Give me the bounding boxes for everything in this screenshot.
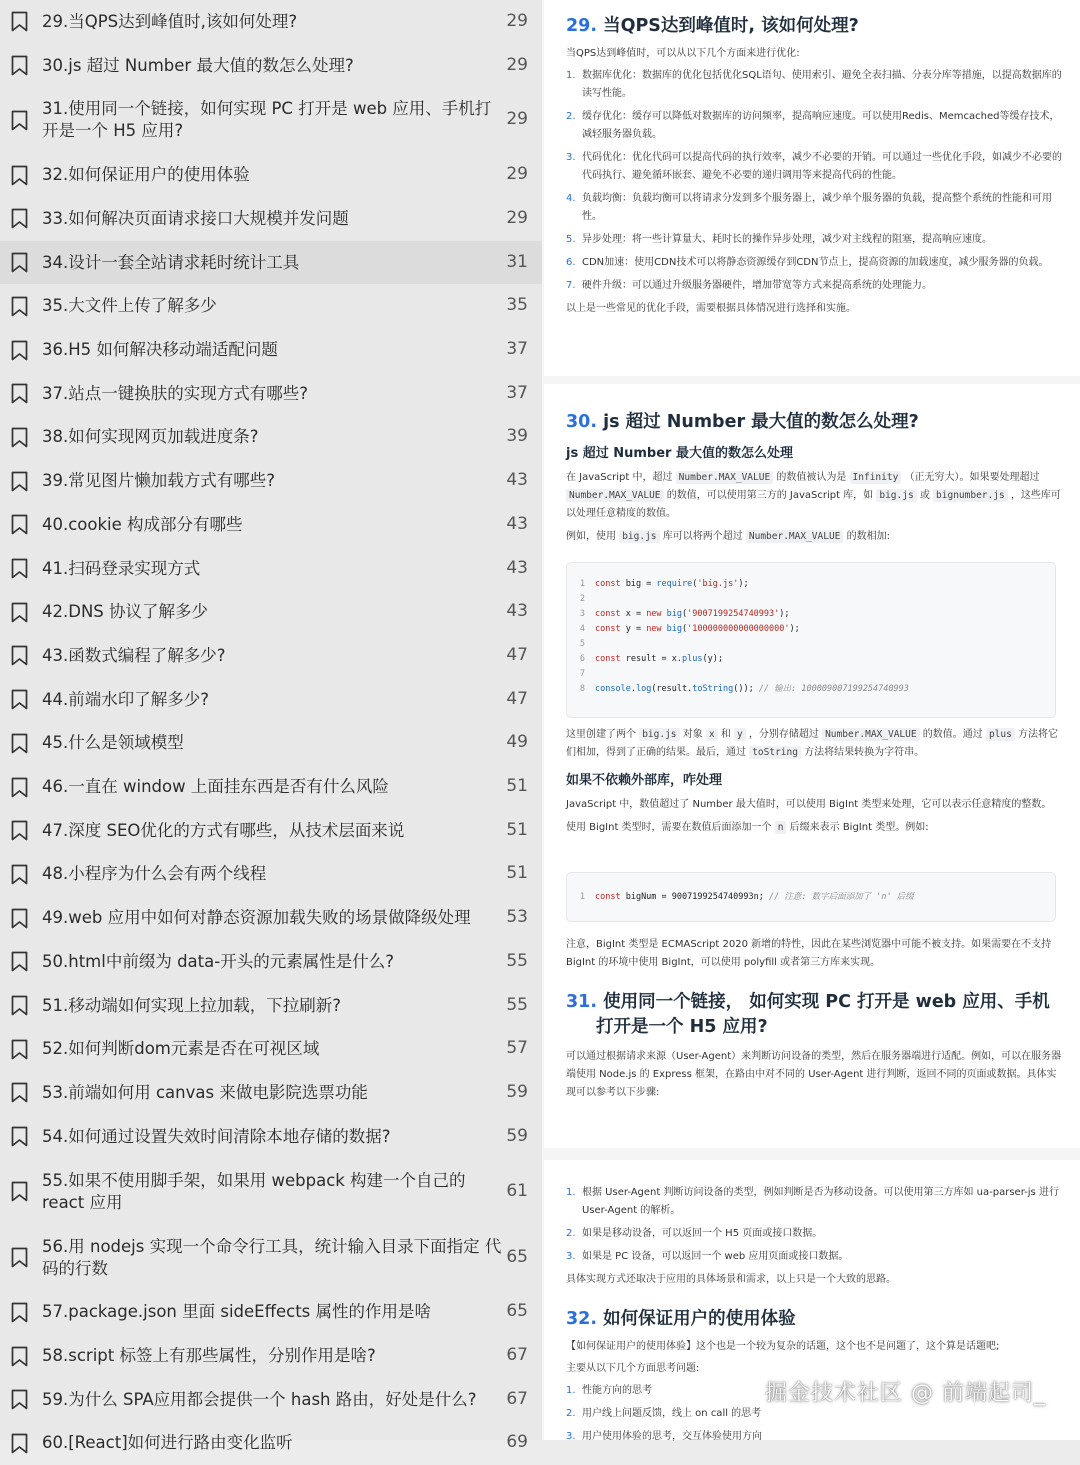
- paragraph: 以上是一些常见的优化手段，需要根据具体情况进行选择和实施。: [566, 303, 856, 314]
- code-token: toString: [692, 684, 734, 694]
- toc-item-title: 46.一直在 window 上面挂东西是否有什么风险: [42, 777, 389, 797]
- toc-item-page: 29: [506, 10, 528, 31]
- list-item-text: 负载均衡：负载均衡可以将请求分发到多个服务器上，减少单个服务器的负载，提高整个系统的性能和可用性。: [582, 193, 1052, 222]
- toc-item-title: 52.如何判断dom元素是否在可视区域: [42, 1039, 320, 1059]
- bookmark-icon[interactable]: [11, 558, 28, 579]
- bookmark-icon[interactable]: [11, 820, 28, 841]
- toc-item-page: 55: [506, 994, 528, 1015]
- toc-item-title: 57.package.json 里面 sideEffects 属性的作用是啥: [42, 1302, 431, 1322]
- inline-code: n: [775, 821, 787, 834]
- list-item-text: 硬件升级：可以通过升级服务器硬件，增加带宽等方式来提高系统的处理能力。: [582, 280, 932, 291]
- toc-item-page: 47: [506, 644, 528, 665]
- list-item-text: 性能方向的思考: [582, 1385, 652, 1396]
- subheading: js 超过 Number 最大值的数怎么处理: [566, 446, 793, 461]
- bookmark-icon[interactable]: [11, 1082, 28, 1103]
- code-token: ());: [733, 684, 759, 694]
- toc-item-title: 53.前端如何用 canvas 来做电影院选票功能: [42, 1082, 368, 1102]
- toc-item-page: 55: [506, 950, 528, 971]
- list-item-text: 异步处理：将一些计算量大、耗时长的操作异步处理，减少对主线程的阻塞，提高响应速度。: [582, 234, 992, 245]
- bookmark-icon[interactable]: [11, 208, 28, 229]
- section-number: 31.: [566, 992, 598, 1012]
- list-item: [566, 149, 1066, 185]
- toc-item-page: 51: [506, 776, 528, 797]
- toc-item-title: 42.DNS 协议了解多少: [42, 602, 209, 622]
- toc-item[interactable]: [0, 853, 542, 897]
- toc-item[interactable]: [0, 1027, 542, 1071]
- list-item: [566, 190, 1066, 226]
- toc-item-page: 65: [506, 1246, 528, 1267]
- toc-item-page: 59: [506, 1081, 528, 1102]
- code-token: );: [789, 624, 800, 634]
- section-number: 30.: [566, 412, 598, 432]
- code-token: // 注意: 数字后面添加了 'n' 后缀: [769, 892, 914, 902]
- bookmark-icon[interactable]: [11, 110, 28, 131]
- paragraph: 在 JavaScript 中，超过 Number.MAX_VALUE 的数值被认为是 Infinity （正无穷大）。如果要处理超过 Number.MAX_VALUE 的数值，可以使用第三方的 JavaScript 库，如 big.js 或 bignumber.js ，这些库可以处理任意精度的数值。: [566, 472, 1061, 519]
- toc-item-title: 47.深度 SEO优化的方式有哪些，从技术层面来说: [42, 820, 405, 840]
- inline-code: big.js: [876, 489, 916, 502]
- paragraph: 注意，BigInt 类型是 ECMAScript 2020 新增的特性，因此在某些浏览器中可能不被支持。如果需要在不支持 BigInt 的环境中使用 BigInt，可以使用 polyfill 或者第三方库来实现。: [566, 939, 1052, 968]
- section-number: 29.: [566, 16, 598, 36]
- paragraph: 主要从以下几个方面思考问题:: [566, 1363, 700, 1374]
- bookmark-icon[interactable]: [11, 1302, 28, 1323]
- list-item-number: 3.: [566, 1251, 576, 1262]
- list-item: [566, 231, 1066, 249]
- toc-item-page: 43: [506, 557, 528, 578]
- bookmark-icon[interactable]: [11, 55, 28, 76]
- toc-item[interactable]: [0, 44, 542, 88]
- list-item-number: 6.: [566, 257, 576, 268]
- bookmark-icon[interactable]: [11, 602, 28, 623]
- toc-item-title: 51.移动端如何实现上拉加载，下拉刷新?: [42, 995, 341, 1015]
- code-token: big: [666, 624, 683, 634]
- toc-item-page: 29: [506, 207, 528, 228]
- list-item-text: 根据 User-Agent 判断访问设备的类型，例如判断是否为移动设备。可以使用第三方库如 ua-parser-js 进行 User-Agent 的解析。: [582, 1187, 1059, 1216]
- toc-item[interactable]: [0, 241, 542, 285]
- list-item: [566, 108, 1066, 144]
- section-number: 32.: [566, 1309, 598, 1329]
- bookmark-icon[interactable]: [11, 908, 28, 929]
- list-item: [566, 1248, 1066, 1266]
- bookmark-icon[interactable]: [11, 1247, 28, 1268]
- code-token: (result.: [651, 684, 693, 694]
- code-token: plus: [682, 654, 703, 664]
- list-item-text: 代码优化：优化代码可以提高代码的执行效率，减少不必要的开销。可以通过一些优化手段，如减少不必要的代码执行、避免循环嵌套、避免不必要的递归调用等来提高代码的性能。: [582, 152, 1062, 181]
- toc-item[interactable]: [0, 0, 542, 44]
- list-item: [566, 67, 1066, 103]
- toc-item[interactable]: [0, 590, 542, 634]
- bookmark-icon[interactable]: [11, 864, 28, 885]
- toc-item-page: 51: [506, 819, 528, 840]
- inline-code: plus: [986, 728, 1015, 741]
- inline-code: bignumber.js: [933, 489, 1008, 502]
- list-item: [566, 1405, 1066, 1423]
- toc-item-title: 33.如何解决页面请求接口大规模并发问题: [42, 208, 349, 228]
- inline-code: Number.MAX_VALUE: [822, 728, 920, 741]
- bookmark-icon[interactable]: [11, 1346, 28, 1367]
- list-item-number: 3.: [566, 1431, 576, 1442]
- code-token: const: [595, 579, 621, 589]
- paragraph: 【如何保证用户的使用体验】这个也是一个较为复杂的话题，这个也不是问题了，这个算是话题吧;: [566, 1341, 1000, 1352]
- line-number: 1: [579, 892, 585, 902]
- bookmark-icon[interactable]: [11, 340, 28, 361]
- list-item-text: CDN加速：使用CDN技术可以将静态资源缓存到CDN节点上，提高资源的加载速度，减少服务器的负载。: [582, 257, 1049, 268]
- code-token: new: [646, 624, 662, 634]
- paragraph: 具体实现方式还取决于应用的具体场景和需求，以上只是一个大致的思路。: [566, 1274, 896, 1285]
- toc-item[interactable]: [0, 153, 542, 197]
- list-item: [566, 277, 1066, 295]
- ordered-list: [566, 1184, 1066, 1266]
- code-line: [567, 622, 1055, 637]
- inline-code: toString: [749, 746, 801, 759]
- toc-item-title: 40.cookie 构成部分有哪些: [42, 514, 243, 534]
- code-token: (y);: [702, 654, 723, 664]
- toc-item-page: 65: [506, 1301, 528, 1322]
- bookmark-icon[interactable]: [11, 1126, 28, 1147]
- toc-item-title: 38.如何实现网页加载进度条?: [42, 427, 259, 447]
- paragraph: 例如，使用 big.js 库可以将两个超过 Number.MAX_VALUE 的数相加:: [566, 531, 890, 542]
- list-item: [566, 254, 1066, 272]
- toc-item[interactable]: [0, 197, 542, 241]
- bookmark-icon[interactable]: [11, 1039, 28, 1060]
- line-number: 1: [579, 579, 585, 589]
- paragraph: 可以通过根据请求来源（User-Agent）来判断访问设备的类型，然后在服务器端进行适配。例如，可以在服务器端使用 Node.js 的 Express 框架，在路由中对不同的 User-Agent 进行判断，返回不同的页面或数据。具体实现可以参考以下步骤:: [566, 1051, 1062, 1098]
- toc-item-title: 49.web 应用中如何对静态资源加载失败的场景做降级处理: [42, 908, 471, 928]
- toc-item-page: 37: [506, 382, 528, 403]
- bookmark-icon[interactable]: [11, 11, 28, 32]
- toc-item[interactable]: [0, 1334, 542, 1378]
- toc-item-page: 47: [506, 688, 528, 709]
- subheading: 如果不依赖外部库，咋处理: [566, 773, 723, 788]
- code-token: const: [595, 609, 621, 619]
- code-token: result = x.: [620, 654, 683, 664]
- toc-item-title: 36.H5 如何解决移动端适配问题: [42, 340, 278, 360]
- toc-item-title: 39.常见图片懒加载方式有哪些?: [42, 471, 275, 491]
- toc-item-title: 54.如何通过设置失效时间清除本地存储的数据?: [42, 1126, 391, 1146]
- code-token: (: [682, 624, 688, 634]
- toc-item-title: 44.前端水印了解多少?: [42, 689, 209, 709]
- line-number: 8: [579, 684, 585, 694]
- bookmark-icon[interactable]: [11, 951, 28, 972]
- toc-item-page: 49: [506, 732, 528, 753]
- bookmark-icon[interactable]: [11, 995, 28, 1016]
- line-number: 6: [579, 654, 585, 664]
- toc-item-page: 57: [506, 1038, 528, 1059]
- code-token: // 输出: 100009007199254740993: [758, 684, 909, 694]
- list-item-number: 1.: [566, 1385, 576, 1396]
- bookmark-icon[interactable]: [11, 514, 28, 535]
- code-token: log: [635, 684, 652, 694]
- toc-item-page: 61: [506, 1180, 528, 1201]
- code-token: y =: [620, 624, 647, 634]
- toc-item-page: 43: [506, 470, 528, 491]
- code-token: (: [692, 579, 698, 589]
- bookmark-icon[interactable]: [11, 1433, 28, 1454]
- toc-item[interactable]: [0, 678, 542, 722]
- toc-item-title: 32.如何保证用户的使用体验: [42, 165, 250, 185]
- code-token: big: [666, 609, 683, 619]
- line-number: 3: [579, 609, 585, 619]
- bookmark-icon[interactable]: [11, 733, 28, 754]
- toc-item[interactable]: [0, 722, 542, 766]
- list-item-number: 1.: [566, 1187, 576, 1198]
- toc-item[interactable]: [0, 809, 542, 853]
- inline-code: y: [734, 728, 746, 741]
- code-token: 'big.js': [697, 579, 739, 589]
- paragraph: JavaScript 中，数值超过了 Number 最大值时，可以使用 BigInt 类型来处理，它可以表示任意精度的整数。: [566, 799, 1052, 810]
- document-page: [544, 384, 1080, 1148]
- list-item-text: 如果是 PC 设备，可以返回一个 web 应用页面或接口数据。: [582, 1251, 849, 1262]
- inline-code: x: [706, 728, 718, 741]
- toc-item-title: 37.站点一键换肤的实现方式有哪些?: [42, 383, 308, 403]
- toc-item[interactable]: [0, 503, 542, 547]
- toc-item-title: 48.小程序为什么会有两个线程: [42, 864, 267, 884]
- section-heading: [566, 1307, 1066, 1332]
- toc-item-page: 35: [506, 295, 528, 316]
- paragraph: 使用 BigInt 类型时，需要在数值后面添加一个 n 后缀来表示 BigInt 类型。例如:: [566, 822, 929, 833]
- code-line: [567, 682, 1055, 697]
- ordered-list: [566, 67, 1066, 295]
- toc-item[interactable]: [0, 1225, 542, 1291]
- line-number: 4: [579, 624, 585, 634]
- list-item-number: 7.: [566, 280, 576, 291]
- list-item-number: 5.: [566, 234, 576, 245]
- toc-item[interactable]: [0, 372, 542, 416]
- inline-code: Number.MAX_VALUE: [566, 489, 664, 502]
- code-block: [566, 562, 1056, 718]
- inline-code: Number.MAX_VALUE: [746, 530, 844, 543]
- code-token: '100000000000000000': [687, 624, 790, 634]
- section-title: 如何保证用户的使用体验: [603, 1309, 796, 1329]
- list-item-number: 3.: [566, 152, 576, 163]
- toc-item[interactable]: [0, 416, 542, 460]
- code-token: const: [595, 892, 621, 902]
- toc-item-page: 39: [506, 426, 528, 447]
- toc-item-title: 59.为什么 SPA应用都会提供一个 hash 路由，好处是什么?: [42, 1389, 477, 1409]
- toc-item-page: 67: [506, 1388, 528, 1409]
- list-item-number: 4.: [566, 193, 576, 204]
- code-token: );: [738, 579, 749, 589]
- toc-item-page: 67: [506, 1345, 528, 1366]
- inline-code: big.js: [639, 728, 679, 741]
- bookmark-icon[interactable]: [11, 296, 28, 317]
- code-token: new: [646, 609, 662, 619]
- toc-item-title: 43.函数式编程了解多少?: [42, 645, 226, 665]
- list-item-text: 数据库优化：数据库的优化包括优化SQL语句、使用索引、避免全表扫描、分表分库等措施，以提高数据库的读写性能。: [582, 70, 1062, 99]
- document-page: [544, 0, 1080, 376]
- toc-item-page: 43: [506, 601, 528, 622]
- toc-item-page: 69: [506, 1432, 528, 1453]
- list-item-text: 用户使用体验的思考，交互体验使用方向: [582, 1431, 762, 1442]
- list-item-text: 用户线上问题反馈，线上 on call 的思考: [582, 1408, 762, 1419]
- code-block: [566, 872, 1056, 922]
- list-item: [566, 1225, 1066, 1243]
- line-number: 7: [579, 669, 585, 679]
- code-token: const: [595, 624, 621, 634]
- list-item: [566, 1184, 1066, 1220]
- toc-item-title: 34.设计一套全站请求耗时统计工具: [42, 252, 300, 272]
- code-line: [567, 607, 1055, 622]
- toc-item-page: 31: [506, 251, 528, 272]
- section-heading: [566, 990, 1066, 1040]
- bookmark-icon[interactable]: [11, 645, 28, 666]
- toc-item[interactable]: [0, 547, 542, 591]
- toc-item[interactable]: [0, 634, 542, 678]
- code-line: [567, 667, 1055, 682]
- bookmark-icon[interactable]: [11, 777, 28, 798]
- toc-item[interactable]: [0, 328, 542, 372]
- bookmark-icon[interactable]: [11, 471, 28, 492]
- bookmark-icon[interactable]: [11, 1389, 28, 1410]
- toc-item[interactable]: [0, 285, 542, 329]
- list-item-number: 1.: [566, 70, 576, 81]
- toc-item-title: 55.如果不使用脚手架，如果用 webpack 构建一个自己的 react 应用: [42, 1170, 466, 1212]
- toc-item-title: 56.用 nodejs 实现一个命令行工具，统计输入目录下面指定 代码的行数: [42, 1236, 502, 1278]
- toc-item[interactable]: [0, 984, 542, 1028]
- bookmark-icon[interactable]: [11, 165, 28, 186]
- code-token: '9007199254740993': [687, 609, 780, 619]
- list-item-text: 缓存优化：缓存可以降低对数据库的访问频率，提高响应速度。可以使用Redis、Memcached等缓存技术，减轻服务器负载。: [582, 111, 1060, 140]
- code-line: [567, 592, 1055, 607]
- toc-item-page: 37: [506, 339, 528, 360]
- section-heading: [566, 410, 1066, 435]
- toc-item-page: 53: [506, 907, 528, 928]
- code-token: console: [595, 684, 631, 694]
- code-token: .: [630, 684, 636, 694]
- toc-item[interactable]: [0, 896, 542, 940]
- document-viewer: [542, 0, 1080, 1440]
- bookmark-icon[interactable]: [11, 383, 28, 404]
- code-token: require: [656, 579, 693, 589]
- toc-item-page: 59: [506, 1125, 528, 1146]
- list-item-number: 2.: [566, 111, 576, 122]
- toc-item-title: 50.html中前缀为 data-开头的元素属性是什么?: [42, 951, 394, 971]
- toc-item-title: 29.当QPS达到峰值时,该如何处理?: [42, 11, 298, 31]
- toc-item[interactable]: [0, 1378, 542, 1422]
- toc-item-page: 29: [506, 54, 528, 75]
- toc-item[interactable]: [0, 765, 542, 809]
- toc-item[interactable]: [0, 1159, 542, 1225]
- code-token: big =: [620, 579, 657, 589]
- toc-item[interactable]: [0, 940, 542, 984]
- inline-code: Number.MAX_VALUE: [676, 471, 774, 484]
- list-item: [566, 1428, 1066, 1446]
- code-token: const: [595, 654, 621, 664]
- code-line: [567, 890, 1055, 905]
- inline-code: Infinity: [850, 471, 902, 484]
- paragraph: 这里创建了两个 big.js 对象 x 和 y ，分别存储超过 Number.MAX_VALUE 的数值。通过 plus 方法将它们相加，得到了正确的结果。最后，通过 toString 方法将结果转换为字符串。: [566, 729, 1059, 758]
- code-line: [567, 637, 1055, 652]
- paragraph: 当QPS达到峰值时，可以从以下几个方面来进行优化:: [566, 48, 800, 59]
- toc-item-page: 29: [506, 109, 528, 130]
- section-heading: [566, 14, 1066, 39]
- code-token: (: [682, 609, 688, 619]
- code-token: x =: [620, 609, 647, 619]
- toc-item-title: 31.使用同一个链接，如何实现 PC 打开是 web 应用、手机打开是一个 H5 应用?: [42, 99, 492, 141]
- toc-item-title: 45.什么是领域模型: [42, 733, 184, 753]
- line-number: 2: [579, 594, 585, 604]
- toc-item-page: 43: [506, 513, 528, 534]
- toc-item[interactable]: [0, 1115, 542, 1159]
- list-item-text: 如果是移动设备，可以返回一个 H5 页面或接口数据。: [582, 1228, 823, 1239]
- watermark: 掘金技术社区 @ 前端起司_: [765, 1381, 1046, 1406]
- list-item-number: 2.: [566, 1408, 576, 1419]
- toc-item[interactable]: [0, 1291, 542, 1335]
- toc-item-page: 29: [506, 164, 528, 185]
- line-number: 5: [579, 639, 585, 649]
- toc-item-title: 41.扫码登录实现方式: [42, 558, 201, 578]
- toc-item-page: 51: [506, 863, 528, 884]
- section-title: 当QPS达到峰值时, 该如何处理?: [603, 16, 859, 36]
- table-of-contents: [0, 0, 542, 1453]
- toc-item[interactable]: [0, 1071, 542, 1115]
- code-line: [567, 652, 1055, 667]
- bookmark-icon[interactable]: [11, 252, 28, 273]
- inline-code: big.js: [619, 530, 659, 543]
- code-token: bigNum = 9007199254740993n;: [620, 892, 769, 902]
- code-line: [567, 577, 1055, 592]
- section-title: js 超过 Number 最大值的数怎么处理?: [603, 412, 919, 432]
- toc-item-title: 58.script 标签上有那些属性，分别作用是啥?: [42, 1346, 376, 1366]
- list-item-number: 2.: [566, 1228, 576, 1239]
- bookmark-icon[interactable]: [11, 1181, 28, 1202]
- toc-item-title: 60.[React]如何进行路由变化监听: [42, 1433, 293, 1453]
- toc-item[interactable]: [0, 459, 542, 503]
- code-token: );: [779, 609, 790, 619]
- toc-item[interactable]: [0, 1422, 542, 1465]
- toc-item-title: 35.大文件上传了解多少: [42, 296, 217, 316]
- toc-item-title: 30.js 超过 Number 最大值的数怎么处理?: [42, 55, 354, 75]
- section-title: 使用同一个链接， 如何实现 PC 打开是 web 应用、手机打开是一个 H5 应用?: [596, 992, 1050, 1037]
- bookmark-icon[interactable]: [11, 689, 28, 710]
- toc-item[interactable]: [0, 87, 542, 153]
- bookmark-icon[interactable]: [11, 427, 28, 448]
